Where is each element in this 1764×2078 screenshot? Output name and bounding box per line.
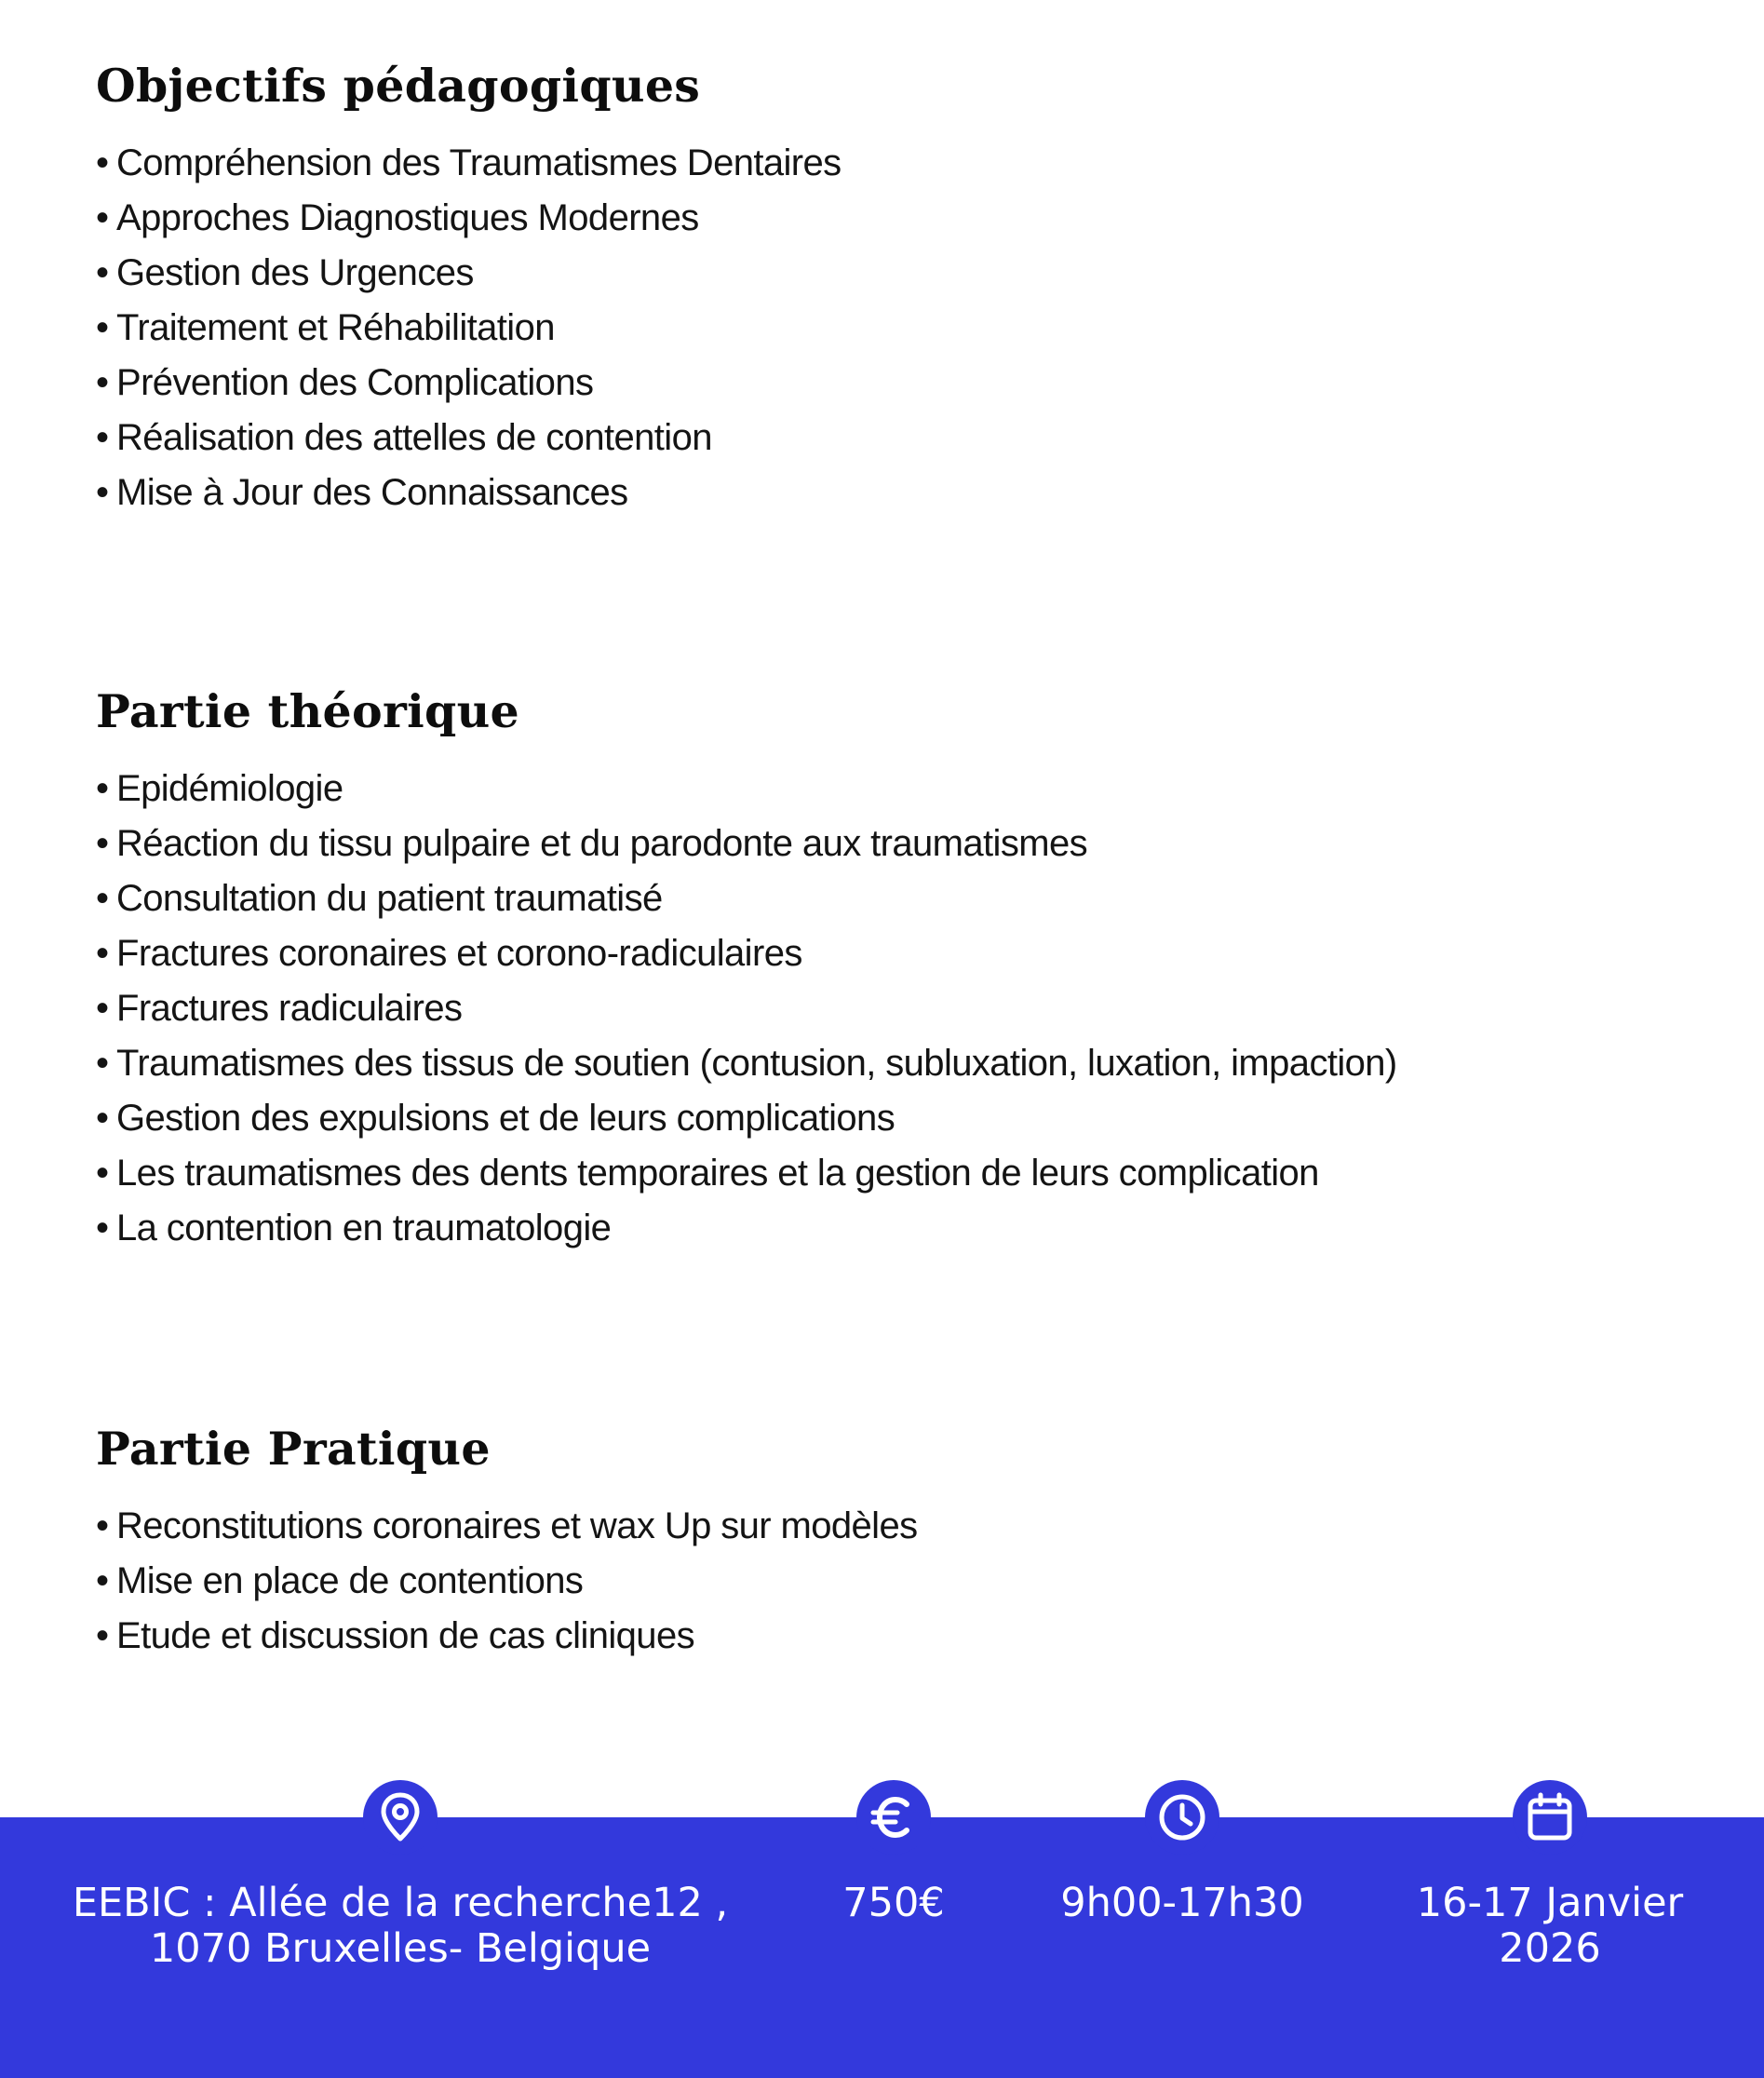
list-item bbox=[96, 466, 1678, 520]
bullet: • bbox=[96, 252, 109, 293]
list-item bbox=[96, 816, 1678, 871]
section-objectifs bbox=[96, 58, 1678, 520]
bullet: • bbox=[96, 362, 109, 403]
list-item-text: Fractures radiculaires bbox=[116, 988, 463, 1029]
list-item-text: Traumatismes des tissus de soutien (contusion, subluxation, luxation, impaction) bbox=[116, 1043, 1397, 1084]
bullet: • bbox=[96, 1208, 109, 1248]
location-line-1: EEBIC : Allée de la recherche12 , bbox=[72, 1880, 729, 1926]
bullet: • bbox=[96, 1615, 109, 1656]
list-item-text: La contention en traumatologie bbox=[116, 1208, 612, 1248]
bullet: • bbox=[96, 878, 109, 919]
bullet: • bbox=[96, 933, 109, 974]
list-item bbox=[96, 136, 1678, 191]
date-line-2: 2026 bbox=[1499, 1925, 1601, 1972]
bullet: • bbox=[96, 197, 109, 238]
pratique-list bbox=[96, 1499, 1678, 1664]
section-theorique bbox=[96, 683, 1678, 1256]
list-item-text: Compréhension des Traumatismes Dentaires bbox=[116, 142, 842, 183]
list-item bbox=[96, 1609, 1678, 1664]
bullet: • bbox=[96, 1153, 109, 1194]
list-item-text: Etude et discussion de cas cliniques bbox=[116, 1615, 694, 1656]
location-line-2: 1070 Bruxelles- Belgique bbox=[149, 1925, 652, 1972]
list-item-text: Mise à Jour des Connaissances bbox=[116, 472, 628, 513]
bullet: • bbox=[96, 1098, 109, 1139]
info-price bbox=[819, 1780, 968, 1926]
list-item bbox=[96, 1036, 1678, 1091]
list-item bbox=[96, 1146, 1678, 1201]
section-title: Partie théorique bbox=[96, 684, 519, 738]
list-item bbox=[96, 762, 1678, 816]
list-item bbox=[96, 1201, 1678, 1256]
list-item bbox=[96, 1499, 1678, 1554]
bullet: • bbox=[96, 417, 109, 458]
list-item-text: Reconstitutions coronaires et wax Up sur modèles bbox=[116, 1505, 918, 1546]
info-time bbox=[1052, 1780, 1313, 1926]
list-item-text: Les traumatismes des dents temporaires et la gestion de leurs complication bbox=[116, 1153, 1319, 1194]
list-item-text: Réalisation des attelles de contention bbox=[116, 417, 712, 458]
list-item-text: Mise en place de contentions bbox=[116, 1560, 584, 1601]
bullet: • bbox=[96, 472, 109, 513]
calendar-icon bbox=[1513, 1780, 1587, 1855]
time-value: 9h00-17h30 bbox=[1060, 1880, 1304, 1926]
list-item bbox=[96, 1091, 1678, 1146]
list-item bbox=[96, 1554, 1678, 1609]
bullet: • bbox=[96, 1560, 109, 1601]
list-item-text: Approches Diagnostiques Modernes bbox=[116, 197, 699, 238]
date-line-1: 16-17 Janvier bbox=[1416, 1880, 1684, 1926]
section-title: Partie Pratique bbox=[96, 1422, 491, 1476]
bullet: • bbox=[96, 142, 109, 183]
list-item bbox=[96, 871, 1678, 926]
list-item-text: Consultation du patient traumatisé bbox=[116, 878, 663, 919]
euro-icon bbox=[856, 1780, 931, 1855]
objectifs-list bbox=[96, 136, 1678, 520]
list-item-text: Gestion des Urgences bbox=[116, 252, 474, 293]
list-item bbox=[96, 926, 1678, 981]
info-date bbox=[1378, 1780, 1722, 1972]
list-item-text: Fractures coronaires et corono-radiculaires bbox=[116, 933, 802, 974]
list-item bbox=[96, 981, 1678, 1036]
bullet: • bbox=[96, 307, 109, 348]
info-location bbox=[56, 1780, 745, 1972]
bullet: • bbox=[96, 1505, 109, 1546]
price-value: 750€ bbox=[842, 1880, 945, 1926]
list-item bbox=[96, 191, 1678, 246]
list-item bbox=[96, 411, 1678, 466]
bullet: • bbox=[96, 1043, 109, 1084]
list-item-text: Epidémiologie bbox=[116, 768, 343, 809]
list-item-text: Gestion des expulsions et de leurs complications bbox=[116, 1098, 895, 1139]
section-pratique bbox=[96, 1421, 1678, 1664]
clock-icon bbox=[1145, 1780, 1219, 1855]
section-title: Objectifs pédagogiques bbox=[96, 59, 701, 113]
list-item-text: Prévention des Complications bbox=[116, 362, 594, 403]
list-item bbox=[96, 246, 1678, 301]
list-item bbox=[96, 356, 1678, 411]
theorique-list bbox=[96, 762, 1678, 1256]
bullet: • bbox=[96, 768, 109, 809]
list-item-text: Réaction du tissu pulpaire et du parodonte aux traumatismes bbox=[116, 823, 1087, 864]
location-pin-icon bbox=[363, 1780, 438, 1855]
bullet: • bbox=[96, 823, 109, 864]
list-item-text: Traitement et Réhabilitation bbox=[116, 307, 555, 348]
bullet: • bbox=[96, 988, 109, 1029]
list-item bbox=[96, 301, 1678, 356]
